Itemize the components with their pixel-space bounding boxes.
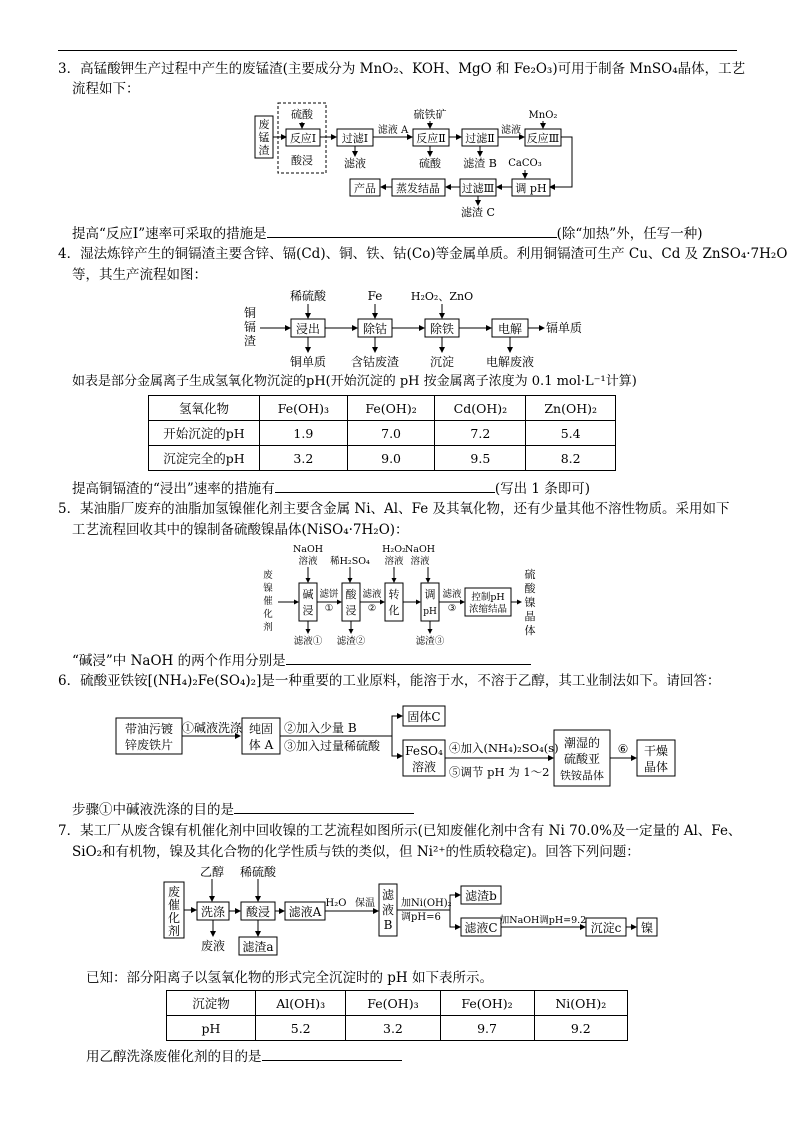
q3-r2-label: 反应Ⅱ <box>416 132 446 145</box>
q3-f2-label: 过滤Ⅱ <box>465 132 495 145</box>
q7-dil: 稀硫酸 <box>239 865 277 879</box>
q6-s5: ⑤调节 pH 为 1～2 <box>449 765 550 779</box>
q5-filtrate3: 滤液 <box>442 589 462 600</box>
q6-solidc: 固体C <box>407 710 441 724</box>
q4-h2o2: H₂O₂、ZnO <box>410 290 474 303</box>
q3-pyrite: 硫铁矿 <box>413 108 447 121</box>
q7-th-0: 沉淀物 <box>167 991 256 1016</box>
q7-wash: 洗涤 <box>200 905 226 919</box>
q4-fe: Fe <box>367 289 383 303</box>
q3-acidleach-label: 酸浸 <box>291 154 313 167</box>
q7-heat: 保温 <box>355 898 375 909</box>
q3-filtrate-a: 滤液 A <box>377 125 409 136</box>
q7-start-1: 废 <box>167 885 181 899</box>
q4-flowchart <box>240 286 600 372</box>
table-row <box>149 396 616 421</box>
q5-end-3: 镍 <box>524 596 536 609</box>
q6-wet-3: 铁铵晶体 <box>560 769 604 782</box>
q5-stem-line2: 工艺流程回收其中的镍制备硫酸镍晶体(NiSO₄·7H₂O)： <box>72 522 409 538</box>
q5-flowchart <box>258 540 538 652</box>
q7-ph6: 调pH=6 <box>401 912 441 923</box>
q5-c1: ① <box>324 603 334 614</box>
q7-question-text: 用乙醇洗涤废催化剂的目的是 <box>86 1049 262 1065</box>
q6-s4: ④加入(NH₄)₂SO₄(s) <box>449 741 559 755</box>
q3-acid-label: 硫酸 <box>291 108 313 121</box>
q4-iron: 除铁 <box>429 322 455 336</box>
q6-question-text: 步骤①中碱液洗涤的目的是 <box>72 802 234 818</box>
q5-suanjin-2: 浸 <box>345 604 357 617</box>
q4-coslag: 含钴废渣 <box>350 355 400 369</box>
q7-r0c2: 3.2 <box>346 1016 440 1041</box>
q6-flowchart <box>112 696 712 792</box>
q5-question-text: “碱浸”中 NaOH 的两个作用分别是 <box>72 653 286 669</box>
q7-filtrate-b-3: B <box>383 918 393 932</box>
q5-jianjin-1: 碱 <box>302 588 314 601</box>
q5-stem-line1: 5．某油脂厂废弃的油脂加氢镍催化剂主要含金属 Ni、Al、Fe 及其氧化物，还有少量其他不溶性物质。采用如下 <box>58 501 730 517</box>
table-row <box>149 446 616 471</box>
q7-th-2: Fe(OH)₃ <box>346 991 440 1016</box>
q4-elec: 电解 <box>497 322 523 336</box>
q5-filtrate: 滤液 <box>362 589 382 600</box>
q4-cobalt: 除钴 <box>362 322 388 336</box>
q4-r0c0: 开始沉淀的pH <box>149 421 260 446</box>
q4-ppt: 沉淀 <box>429 355 455 369</box>
q3-adjph: 调 pH <box>515 182 547 195</box>
q7-start-2: 催 <box>167 898 181 912</box>
q7-addni: 加Ni(OH)₂ <box>401 898 452 909</box>
q7-filtrate-b-1: 滤 <box>381 888 395 902</box>
q6-feso4-2: 溶液 <box>411 760 437 774</box>
q4-r1c1: 3.2 <box>260 446 348 471</box>
q3-product: 产品 <box>354 182 376 195</box>
q6-wet-1: 潮湿的 <box>563 736 601 750</box>
q6-pure-2: 体 A <box>248 738 274 752</box>
q4-th-2: Fe(OH)₂ <box>347 396 435 421</box>
q7-h2o: H₂O <box>325 898 347 909</box>
q7-answer-blank[interactable] <box>262 1047 402 1061</box>
q3-residue-b: 滤渣 B <box>463 157 497 170</box>
q7-start-3: 化 <box>167 911 181 925</box>
q7-stem-line1: 7．某工厂从废含镍有机催化剂中回收镍的工艺流程如图所示(已知废催化剂中含有 Ni 70.0%及一定量的 Al、Fe、 <box>58 823 742 839</box>
q3-r3-label: 反应Ⅲ <box>526 132 560 145</box>
q3-question-text: 提高“反应Ⅰ”速率可采取的措施是 <box>72 226 267 242</box>
q7-th-4: Ni(OH)₂ <box>534 991 627 1016</box>
q7-flowchart <box>160 862 660 962</box>
q4-r0c4: 5.4 <box>526 421 616 446</box>
q5-question <box>72 651 531 670</box>
q3-f1-label: 过滤Ⅰ <box>341 132 369 145</box>
q7-stem-line2: SiO₂和有机物，镍及其化合物的化学性质与铁的类似，但 Ni²⁺的性质较稳定)。回答下列问题： <box>72 844 640 860</box>
q3-question-tail: (除“加热”外，任写一种) <box>556 226 703 242</box>
q5-start-2: 镍 <box>263 583 273 594</box>
q5-zhuanhua-1: 转 <box>388 588 400 601</box>
q4-r0c3: 7.2 <box>435 421 526 446</box>
q3-flowchart <box>250 100 580 222</box>
q5-start-4: 化 <box>263 609 273 620</box>
q7-th-3: Fe(OH)₂ <box>440 991 534 1016</box>
q4-th-4: Zn(OH)₂ <box>526 396 616 421</box>
q3-stem-line1: 3．高锰酸钾生产过程中产生的废锰渣(主要成分为 MnO₂、KOH、MgO 和 Fe₂O₃)可用于制备 MnSO₄晶体，工艺 <box>58 61 746 77</box>
q5-ctrl1: 控制pH <box>471 592 505 603</box>
q4-cd: 镉单质 <box>546 321 583 335</box>
q5-naoh2: NaOH <box>404 544 436 555</box>
q7-filtrate-b-2: 液 <box>381 903 395 917</box>
q6-s3: ③加入过量稀硫酸 <box>284 739 381 753</box>
q4-th-0: 氢氧化物 <box>149 396 260 421</box>
q4-start-1: 铜 <box>243 306 257 320</box>
q7-ppt-c: 沉淀c <box>590 921 622 935</box>
q5-jianjin-2: 浸 <box>302 604 314 617</box>
q3-mno2: MnO₂ <box>528 110 558 121</box>
q5-out3: 滤渣③ <box>415 636 445 647</box>
q7-ethanol: 乙醇 <box>199 865 225 879</box>
q5-sol2: 溶液 <box>384 556 404 567</box>
q7-table <box>166 990 628 1041</box>
q3-filtrate2: 滤液 <box>501 125 521 136</box>
q7-addnaoh: 加NaOH调pH=9.2 <box>499 915 587 926</box>
q4-r0c1: 1.9 <box>260 421 348 446</box>
q5-sol3: 溶液 <box>410 556 430 567</box>
q5-tiaoph-2: pH <box>423 607 437 617</box>
q5-out2: 滤渣② <box>336 636 366 647</box>
q7-question <box>86 1047 402 1066</box>
q5-out1: 滤液① <box>293 636 323 647</box>
q6-s1: ①碱液洗涤 <box>181 721 243 735</box>
q3-residue-c: 滤渣 C <box>461 206 495 219</box>
q5-h2so4: 稀H₂SO₄ <box>330 556 370 567</box>
q7-acid: 酸浸 <box>245 905 271 919</box>
q7-ni: 镍 <box>640 921 654 935</box>
q3-answer-blank[interactable] <box>267 224 557 238</box>
q4-table <box>148 395 616 471</box>
q5-start-5: 剂 <box>263 622 273 633</box>
q5-end-5: 体 <box>524 624 536 637</box>
q4-r1c2: 9.0 <box>347 446 435 471</box>
q4-stem-line1: 4．湿法炼锌产生的铜镉渣主要含锌、镉(Cd)、铜、铁、钴(Co)等金属单质。利用铜镉渣可生产 Cu、Cd 及 ZnSO₄·7H₂O <box>58 246 788 262</box>
table-row <box>149 421 616 446</box>
q5-c3: ③ <box>447 603 457 614</box>
q4-r0c2: 7.0 <box>347 421 435 446</box>
q7-residue-a: 滤渣a <box>242 940 274 954</box>
q5-answer-blank[interactable] <box>286 651 531 665</box>
q3-r1-label: 反应Ⅰ <box>289 132 317 145</box>
q4-r1c3: 9.5 <box>435 446 526 471</box>
q7-wasteliquid: 废液 <box>200 939 226 953</box>
q5-ctrl2: 浓缩结晶 <box>468 604 508 615</box>
q3-f1-out: 滤液 <box>344 157 366 170</box>
q5-tiaoph-1: 调 <box>424 588 436 601</box>
q4-table-intro: 如表是部分金属离子生成氢氧化物沉淀的pH(开始沉淀的 pH 按金属离子浓度为 0.1 mol·L⁻¹计算) <box>72 374 637 389</box>
q5-suanjin-1: 酸 <box>345 588 357 601</box>
q4-start-3: 渣 <box>243 334 257 348</box>
q7-filtrate-c: 滤液C <box>464 921 498 935</box>
q6-answer-blank[interactable] <box>234 800 414 814</box>
table-row <box>167 991 628 1016</box>
q5-sol: 溶液 <box>298 556 318 567</box>
q4-stem-line2: 等，其生产流程如图： <box>72 267 207 283</box>
q7-residue-b: 滤渣b <box>465 889 497 903</box>
q3-question <box>72 224 702 243</box>
q6-start-1: 带油污镀 <box>124 722 174 736</box>
q4-question <box>72 479 590 498</box>
table-row <box>167 1016 628 1041</box>
q3-caco3: CaCO₃ <box>508 158 542 169</box>
q7-r0c3: 9.7 <box>440 1016 534 1041</box>
q5-h2o2: H₂O₂ <box>382 544 406 555</box>
q7-r0c1: 5.2 <box>256 1016 346 1041</box>
q4-answer-blank[interactable] <box>275 479 495 493</box>
q7-th-1: Al(OH)₃ <box>256 991 346 1016</box>
q4-r1c0: 沉淀完全的pH <box>149 446 260 471</box>
q7-known: 已知：部分阳离子以氢氧化物的形式完全沉淀时的 pH 如下表所示。 <box>86 970 493 986</box>
q4-th-3: Cd(OH)₂ <box>435 396 526 421</box>
q4-start-2: 镉 <box>243 320 257 334</box>
q5-filtercake: 滤饼 <box>319 589 339 600</box>
q3-start-1: 废 <box>258 118 270 131</box>
q4-leach: 浸出 <box>295 322 321 336</box>
top-rule <box>58 50 737 51</box>
q5-start-3: 催 <box>263 596 273 607</box>
q4-dil: 稀硫酸 <box>289 289 327 303</box>
q6-pure-1: 纯固 <box>248 722 274 736</box>
q4-waste: 电解废液 <box>485 355 535 369</box>
q5-zhuanhua-2: 化 <box>388 604 400 617</box>
q5-start-1: 废 <box>263 570 273 581</box>
q6-dry-2: 晶体 <box>643 760 669 774</box>
q3-evap: 蒸发结晶 <box>396 182 440 195</box>
q4-question-tail: (写出 1 条即可) <box>494 481 591 497</box>
q3-f3: 过滤Ⅲ <box>461 182 495 195</box>
q6-s6: ⑥ <box>617 742 629 756</box>
q3-start-2: 锰 <box>258 131 270 144</box>
q3-start-3: 渣 <box>258 144 270 157</box>
q4-cu: 铜单质 <box>289 355 327 369</box>
q7-filtrate-a: 滤液A <box>288 905 322 919</box>
q4-question-text: 提高铜镉渣的“浸出”速率的措施有 <box>72 481 275 497</box>
q7-r0c0: pH <box>167 1016 256 1041</box>
q5-end-1: 硫 <box>524 568 536 581</box>
q6-question <box>72 800 414 819</box>
q5-naoh: NaOH <box>292 544 324 555</box>
q5-end-4: 晶 <box>524 610 536 623</box>
q7-r0c4: 9.2 <box>534 1016 627 1041</box>
q6-s2: ②加入少量 B <box>284 721 357 735</box>
q6-stem-line1: 6．硫酸亚铁铵[(NH₄)₂Fe(SO₄)₂]是一种重要的工业原料，能溶于水，不溶于乙醇，其工业制法如下。请回答： <box>58 673 721 689</box>
q6-feso4-1: FeSO₄ <box>405 744 443 758</box>
q3-stem-line2: 流程如下： <box>72 81 140 97</box>
q5-end-2: 酸 <box>524 582 536 595</box>
q3-r2-out: 硫酸 <box>419 157 441 170</box>
q6-start-2: 锌废铁片 <box>124 738 174 752</box>
q4-r1c4: 8.2 <box>526 446 616 471</box>
q7-start-4: 剂 <box>167 924 181 938</box>
q4-th-1: Fe(OH)₃ <box>260 396 348 421</box>
q6-wet-2: 硫酸亚 <box>563 752 601 766</box>
q5-c2: ② <box>367 603 377 614</box>
q6-dry-1: 干燥 <box>643 744 669 758</box>
